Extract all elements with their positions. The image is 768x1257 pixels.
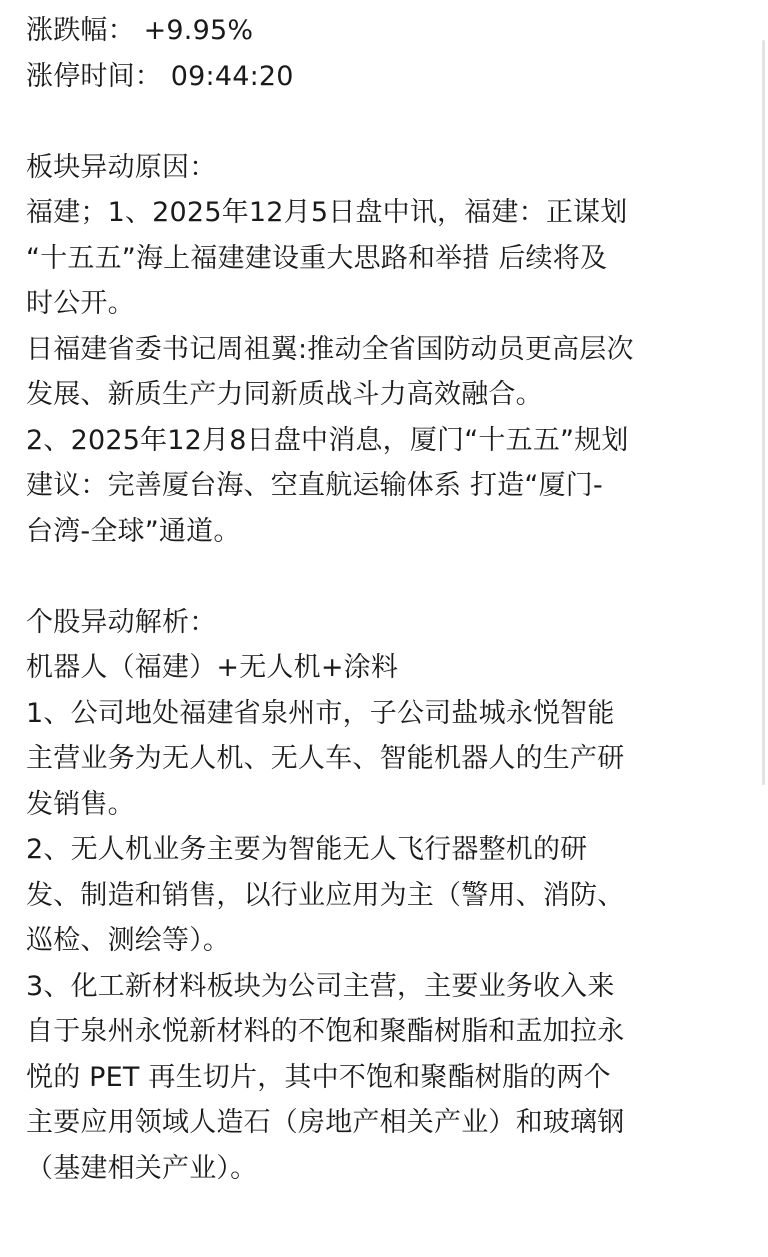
vertical-scrollbar[interactable] — [762, 40, 765, 785]
article-body — [26, 8, 746, 1191]
analysis-text-line: 巡检、测绘等）。 — [26, 925, 231, 956]
stock-analysis-heading: 个股异动解析： — [26, 606, 217, 638]
analysis-text-line: 悦的 PET 再生切片，其中不饱和聚酯树脂的两个 — [26, 1061, 611, 1093]
analysis-text-line: 1、公司地处福建省泉州市，子公司盐城永悦智能 — [26, 697, 615, 729]
sector-text-line: “十五五”海上福建建设重大思路和举措 后续将及 — [26, 242, 608, 274]
sector-heading: 板块异动原因： — [26, 151, 217, 183]
analysis-text-line: 发销售。 — [26, 788, 135, 820]
spacer — [26, 99, 746, 145]
spacer — [26, 554, 746, 600]
price-change-line: 涨跌幅： +9.95% — [26, 15, 254, 46]
sector-text-line: 发展、新质生产力同新质战斗力高效融合。 — [26, 379, 543, 410]
analysis-text-line: 机器人（福建）+无人机+涂料 — [26, 652, 399, 683]
sector-text-line: 台湾-全球”通道。 — [26, 515, 241, 547]
analysis-text-line: 主要应用领域人造石（房地产相关产业）和玻璃钢 — [26, 1107, 625, 1138]
analysis-text-line: 3、化工新材料板块为公司主营，主要业务收入来 — [26, 970, 615, 1002]
sector-text-line: 日福建省委书记周祖翼:推动全省国防动员更高层次 — [26, 333, 634, 365]
analysis-text-line: 主营业务为无人机、无人车、智能机器人的生产研 — [26, 743, 625, 774]
limit-up-time-line: 涨停时间： 09:44:20 — [26, 60, 294, 92]
sector-text-line: 2、2025年12月8日盘中消息，厦门“十五五”规划 — [26, 424, 629, 456]
sector-text-line: 福建；1、2025年12月5日盘中讯，福建：正谋划 — [26, 197, 628, 228]
analysis-text-line: 自于泉州永悦新材料的不饱和聚酯树脂和盂加拉永 — [26, 1016, 625, 1047]
analysis-text-line: 发、制造和销售，以行业应用为主（警用、消防、 — [26, 879, 625, 911]
sector-text-line: 时公开。 — [26, 288, 135, 319]
analysis-text-line: 2、无人机业务主要为智能无人飞行器整机的研 — [26, 834, 588, 865]
sector-text-line: 建议：完善厦台海、空直航运输体系 打造“厦门- — [26, 470, 603, 501]
analysis-text-line: （基建相关产业）。 — [26, 1152, 258, 1184]
